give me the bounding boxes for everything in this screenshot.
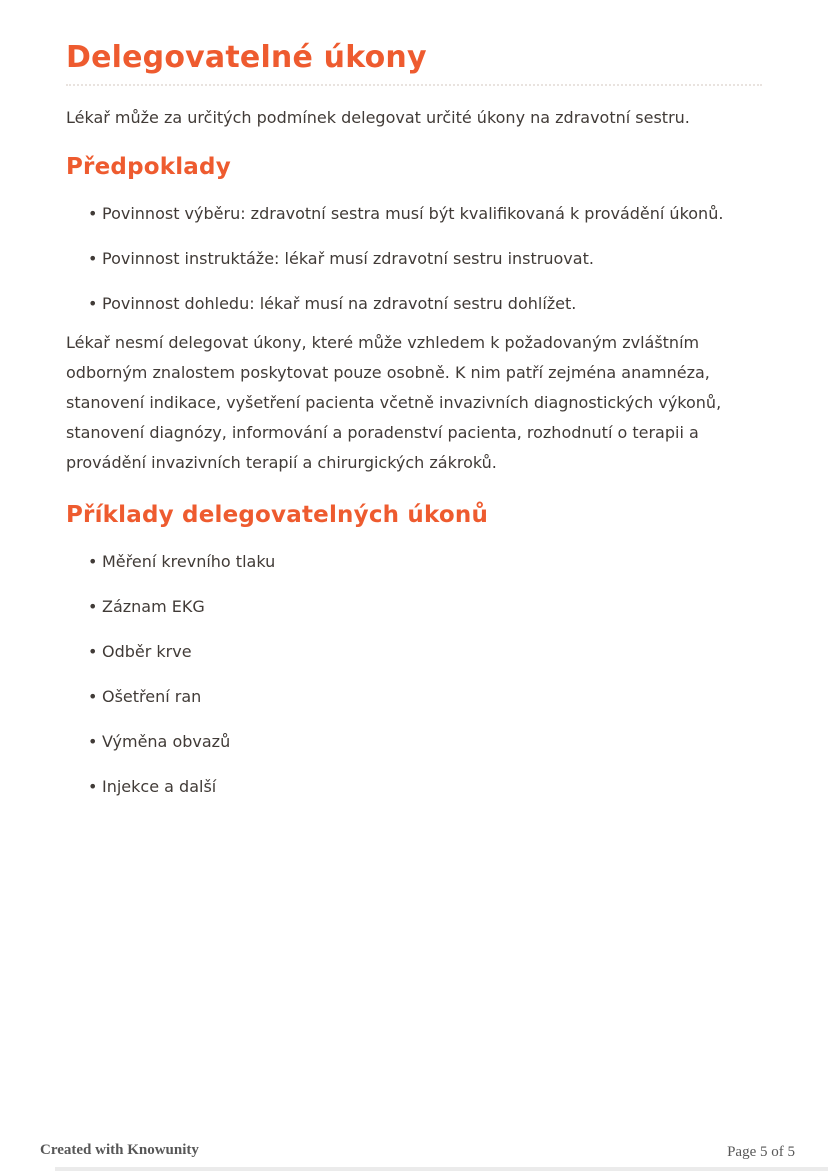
bullet-icon: •: [88, 249, 98, 268]
footer-page-indicator: Page 5 of 5: [727, 1144, 795, 1160]
list-item-text: Ošetření ran: [102, 687, 202, 706]
list-item: [88, 597, 762, 617]
intro-paragraph: Lékař může za určitých podmínek delegovat určité úkony na zdravotní sestru.: [66, 108, 690, 127]
bullet-icon: •: [88, 294, 98, 313]
bullet-list-priklady: [66, 552, 762, 797]
next-page-edge: [55, 1167, 828, 1171]
section-heading-predpoklady: Předpoklady: [66, 154, 231, 180]
section-heading-priklady: Příklady delegovatelných úkonů: [66, 502, 489, 528]
list-item-text: Povinnost výběru: zdravotní sestra musí být kvalifikovaná k provádění úkonů.: [102, 204, 724, 223]
bullet-icon: •: [88, 552, 98, 571]
list-item-text: Povinnost instruktáže: lékař musí zdravotní sestru instruovat.: [102, 249, 594, 268]
page-content: [66, 0, 762, 797]
body-paragraph: Lékař nesmí delegovat úkony, které může vzhledem k požadovaným zvláštním odborným znalostem poskytovat pouze osobně. K nim patří zejména anamnéza, stanovení indikace, vyšetření pacienta včetně invazivních diagnostických výkonů, stanovení diagnózy, informování a poradenství pacienta, rozhodnutí o terapii a provádění invazivních terapií a chirurgických zákroků.: [66, 333, 722, 472]
list-item-text: Výměna obvazů: [102, 732, 231, 751]
bullet-icon: •: [88, 597, 98, 616]
list-item-text: Povinnost dohledu: lékař musí na zdravotní sestru dohlížet.: [102, 294, 577, 313]
list-item: [88, 249, 762, 269]
list-item: [88, 642, 762, 662]
list-item: [88, 732, 762, 752]
list-item: [88, 552, 762, 572]
bullet-icon: •: [88, 204, 98, 223]
list-item: [88, 294, 762, 314]
list-item-text: Záznam EKG: [102, 597, 205, 616]
list-item: [88, 777, 762, 797]
list-item-text: Injekce a další: [102, 777, 217, 796]
bullet-icon: •: [88, 642, 98, 661]
bullet-icon: •: [88, 732, 98, 751]
bullet-icon: •: [88, 687, 98, 706]
bullet-icon: •: [88, 777, 98, 796]
footer-created-with: Created with Knowunity: [40, 1142, 199, 1158]
list-item: [88, 204, 762, 224]
page-title: Delegovatelné úkony: [66, 0, 762, 86]
bullet-list-predpoklady: [66, 204, 762, 314]
list-item: [88, 687, 762, 707]
list-item-text: Měření krevního tlaku: [102, 552, 276, 571]
list-item-text: Odběr krve: [102, 642, 192, 661]
